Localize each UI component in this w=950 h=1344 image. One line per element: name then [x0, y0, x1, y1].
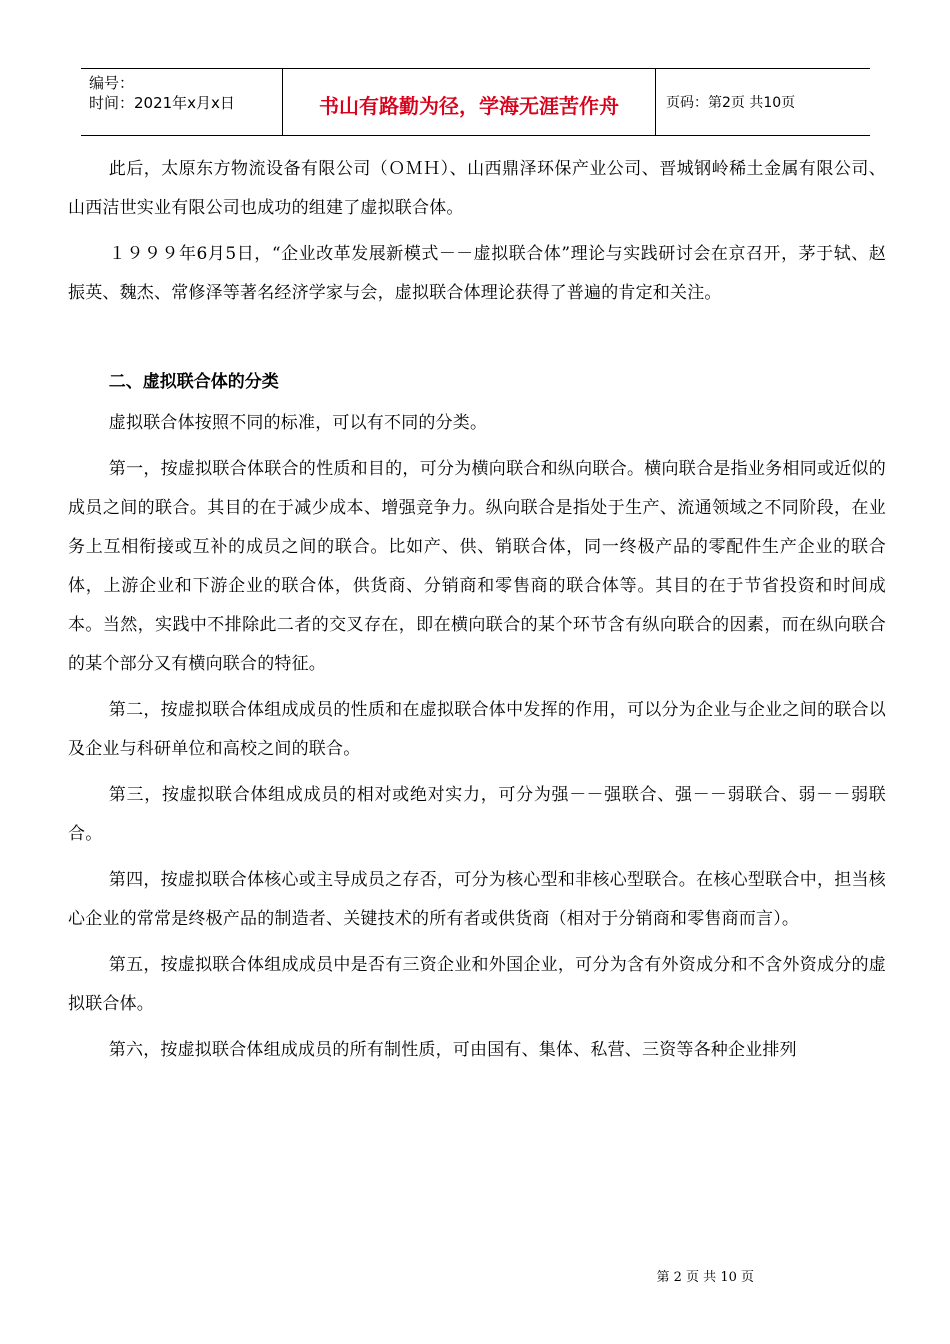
paragraph: 虚拟联合体按照不同的标准，可以有不同的分类。	[108, 413, 488, 433]
document-number-label: 编号：	[89, 74, 135, 92]
paragraph: 第一，按虚拟联合体联合的性质和目的，可分为横向联合和纵向联合。横向联合是指业务相同或近似的成员之间的联合。其目的在于减少成本、增强竞争力。纵向联合是指处于生产、流通领域之不同阶段，在业务上互相衔接或互补的成员之间的联合。比如产、供、销联合体，同一终极产品的零配件生产企业的联合体，上游企业和下游企业的联合体，供货商、分销商和零售商的联合体等。其目的在于节省投资和时间成本。当然，实践中不排除此二者的交叉存在，即在横向联合的某个环节含有纵向联合的因素，而在纵向联合的某个部分又有横向联合的特征。	[68, 459, 886, 674]
paragraph: 第四，按虚拟联合体核心或主导成员之存否，可分为核心型和非核心型联合。在核心型联合中，担当核心企业的常常是终极产品的制造者、关键技术的所有者或供货商（相对于分销商和零售商而言）。	[68, 870, 886, 929]
page-footer: 第 2 页 共 10 页	[656, 1270, 754, 1285]
paragraph: 第五，按虚拟联合体组成成员中是否有三资企业和外国企业，可分为含有外资成分和不含外资成分的虚拟联合体。	[68, 955, 886, 1014]
document-body	[68, 150, 886, 1070]
paragraph: 第二，按虚拟联合体组成成员的性质和在虚拟联合体中发挥的作用，可以分为企业与企业之间的联合以及企业与科研单位和高校之间的联合。	[68, 700, 886, 759]
document-date-label: 时间：2021年x月x日	[89, 94, 235, 112]
paragraph: 第六，按虚拟联合体组成成员的所有制性质，可由国有、集体、私营、三资等各种企业排列	[108, 1040, 797, 1060]
page-header	[81, 68, 870, 136]
paragraph: 第三，按虚拟联合体组成成员的相对或绝对实力，可分为强－－强联合、强－－弱联合、弱－－弱联合。	[68, 785, 886, 844]
header-page-indicator: 页码：第2页 共10页	[666, 95, 796, 111]
header-meta	[81, 69, 282, 135]
paragraph: 此后，太原东方物流设备有限公司（ＯＭＨ）、山西鼎泽环保产业公司、晋城钢岭稀土金属有限公司、山西洁世实业有限公司也成功的组建了虚拟联合体。	[68, 159, 886, 218]
paragraph: １９９９年6月5日，“企业改革发展新模式－－虚拟联合体”理论与实践研讨会在京召开，茅于轼、赵振英、魏杰、常修泽等著名经济学家与会，虚拟联合体理论获得了普遍的肯定和关注。	[68, 244, 886, 303]
section-heading: 二、虚拟联合体的分类	[108, 372, 279, 392]
header-motto: 书山有路勤为径，学海无涯苦作舟	[282, 69, 656, 135]
